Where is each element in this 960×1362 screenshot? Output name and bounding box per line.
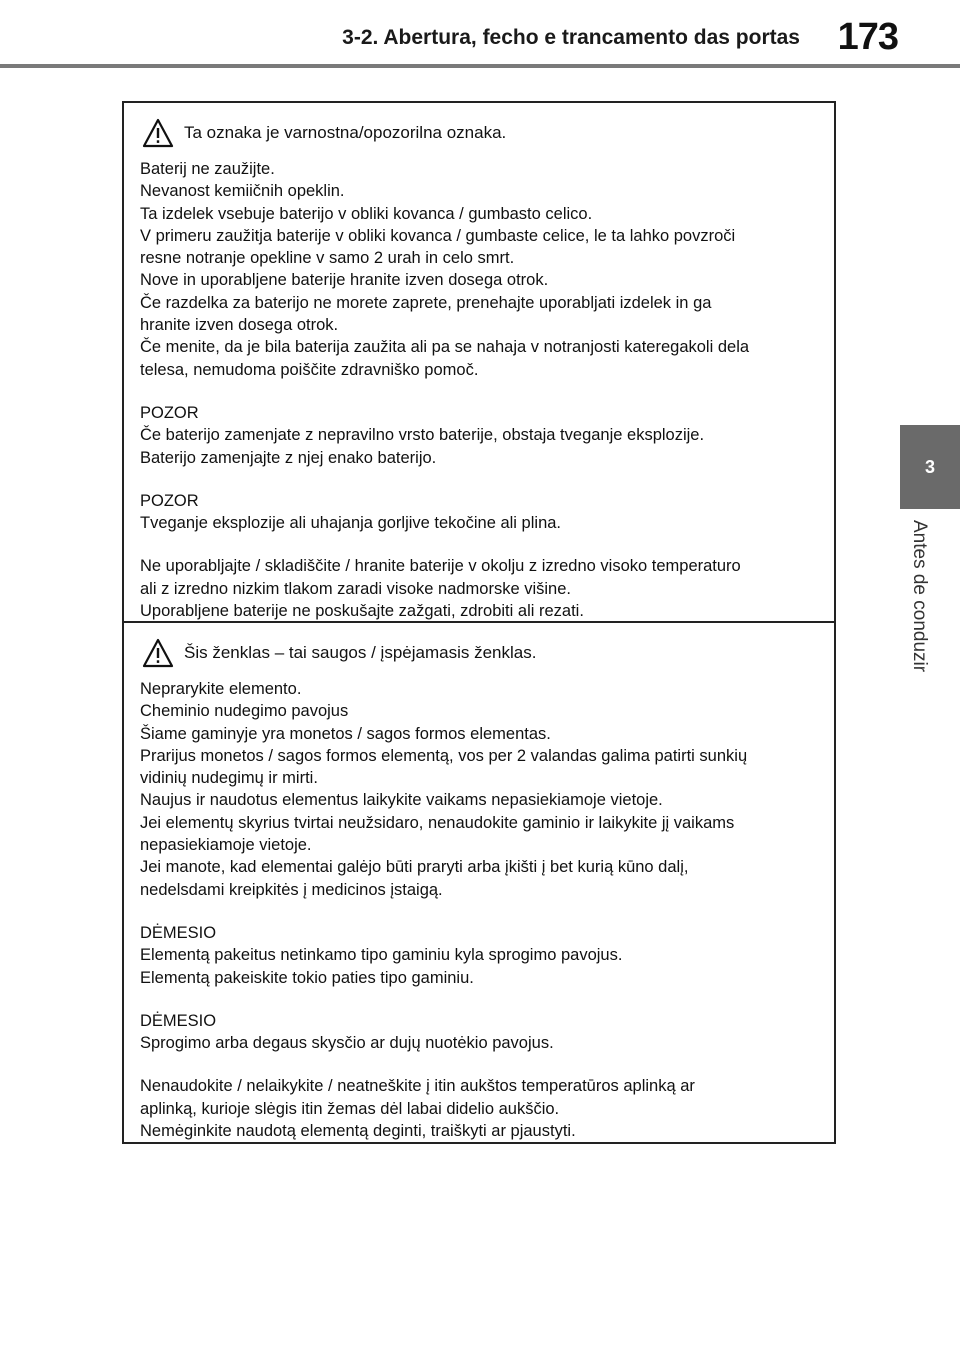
warning-block-replacement [140,402,820,469]
warning-block-environment [140,555,820,622]
text-line: Jei manote, kad elementai galėjo būti praryti arba įkišti į bet kurią kūno dalį, [140,858,689,877]
text-line: Prarijus monetos / sagos formos elementą, vos per 2 valandas galima patirti sunkių [140,746,748,765]
warning-triangle-icon [142,118,174,148]
text-line: aplinką, kurioje slėgis itin žemas dėl labai didelio aukščio. [140,1099,560,1118]
warning-header [142,113,820,153]
text-line: Cheminio nudegimo pavojus [140,702,349,721]
text-line: Tveganje eksplozije ali uhajanja gorljive tekočine ali plina. [140,514,561,533]
text-line: Če baterijo zamenjate z nepravilno vrsto baterije, obstaja tveganje eksplozije. [140,426,705,445]
text-line: Uporabljene baterije ne poskušajte zažgati, zdrobiti ali rezati. [140,602,584,621]
text-line: nepasiekiamoje vietoje. [140,836,312,855]
section-title: 3-2. Abertura, fecho e trancamento das portas [342,26,800,49]
text-line: ali z izredno nizkim tlakom zaradi visoke nadmorske višine. [140,579,571,598]
text-line: Ta izdelek vsebuje baterijo v obliki kovanca / gumbasto celico. [140,204,593,223]
page-number: 173 [837,16,898,58]
warning-header [142,633,820,673]
text-line: Jei elementų skyrius tvirtai neužsidaro, nenaudokite gaminio ir laikykite jį vaikams [140,813,735,832]
text-line: resne notranje opekline v samo 2 urah in celo smrt. [140,249,515,268]
text-line: POZOR [140,403,199,422]
chapter-tab [900,425,960,509]
text-line: Ne uporabljajte / skladiščite / hranite baterije v okolju z izredno visoko temperaturo [140,557,741,576]
text-line: Nove in uporabljene baterije hranite izven dosega otrok. [140,271,549,290]
chapter-number: 3 [924,456,935,477]
warning-block-explosion [140,1010,820,1055]
warning-triangle-icon [142,638,174,668]
text-line: nedelsdami kreipkitės į medicinos įstaigą. [140,880,443,899]
text-line: hranite izven dosega otrok. [140,316,339,335]
text-line: Elementą pakeiskite tokio paties tipo gaminiu. [140,968,474,987]
chapter-title: Antes de conduzir [909,520,930,673]
text-line: Baterijo zamenjajte z njej enako baterijo. [140,448,437,467]
text-line: DĖMESIO [140,923,217,942]
page-header [0,0,960,68]
warning-block-ingestion [140,678,820,901]
warning-block-explosion [140,490,820,535]
warning-title: Šis ženklas – tai saugos / įspėjamasis ženklas. [184,643,537,662]
text-line: DĖMESIO [140,1011,217,1030]
text-line: Neprarykite elemento. [140,680,302,698]
text-line: Nevanost kemiičnih opeklin. [140,182,345,201]
text-line: V primeru zaužitja baterije v obliki kovanca / gumbaste celice, le ta lahko povzroči [140,226,736,245]
text-line: Nenaudokite / nelaikykite / neatneškite į itin aukštos temperatūros aplinką ar [140,1077,695,1096]
text-line: Sprogimo arba degaus skysčio ar dujų nuotėkio pavojus. [140,1034,554,1053]
warning-title: Ta oznaka je varnostna/opozorilna oznaka. [184,123,507,142]
text-line: Nemėginkite naudotą elementą deginti, traiškyti ar pjaustyti. [140,1122,576,1141]
text-line: Elementą pakeitus netinkamo tipo gaminiu kyla sprogimo pavojus. [140,946,623,965]
text-line: Šiame gaminyje yra monetos / sagos formos elementas. [140,724,551,743]
warning-block-environment [140,1075,820,1142]
text-line: telesa, nemudoma poiščite zdravniško pomoč. [140,360,479,379]
text-line: Baterij ne zaužijte. [140,160,275,178]
warning-box-slovenian [122,101,836,623]
text-line: vidinių nudegimų ir mirti. [140,769,318,788]
text-line: POZOR [140,491,199,510]
text-line: Naujus ir naudotus elementus laikykite vaikams nepasiekiamoje vietoje. [140,791,663,810]
text-line: Če menite, da je bila baterija zaužita ali pa se nahaja v notranjosti kateregakoli dela [140,338,750,357]
warning-block-ingestion [140,158,820,381]
warning-block-replacement [140,922,820,989]
text-line: Če razdelka za baterijo ne morete zaprete, prenehajte uporabljati izdelek in ga [140,293,712,312]
header-divider [0,64,960,68]
warning-box-lithuanian [122,621,836,1144]
